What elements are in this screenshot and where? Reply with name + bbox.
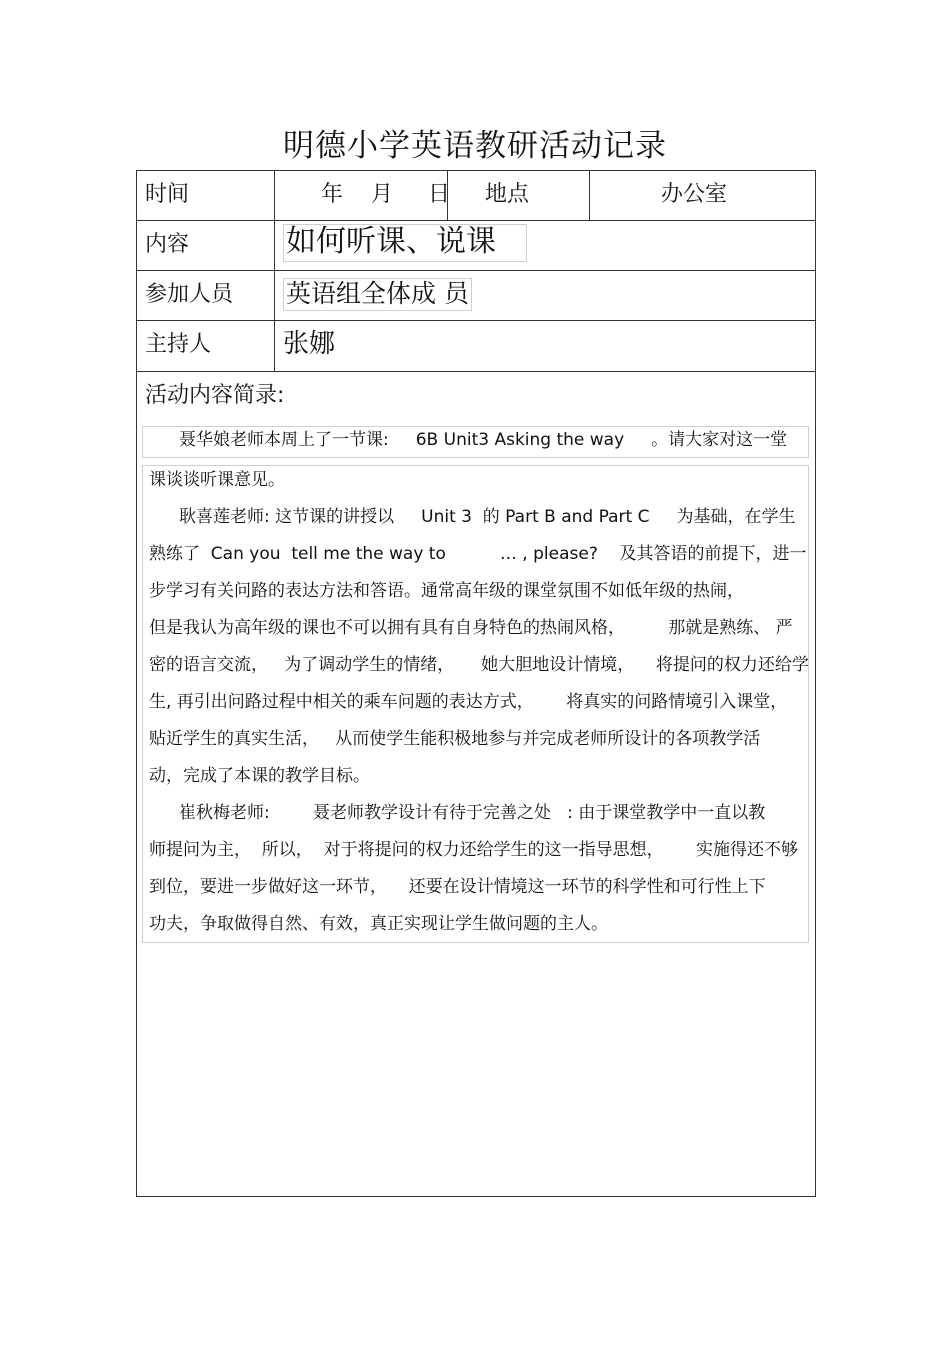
participants-value: 英语组全体成 员 [283, 278, 472, 311]
row-divider [137, 220, 815, 221]
row-divider [137, 371, 815, 372]
summary-line: 师提问为主， 所以， 对于将提问的权力还给学生的这一指导思想， 实施得还不够 [149, 840, 799, 860]
record-table [136, 170, 816, 1197]
content-value: 如何听课、说课 [283, 224, 527, 262]
summary-line: 生, 再引出问路过程中相关的乘车问题的表达方式， 将真实的问路情境引入课堂， [149, 692, 788, 712]
host-label: 主持人 [145, 332, 212, 357]
summary-body [142, 465, 809, 943]
place-label: 地点 [485, 182, 530, 207]
time-value: 年 月 日 [321, 182, 450, 207]
host-value: 张娜 [283, 329, 336, 359]
summary-line: 但是我认为高年级的课也不可以拥有具有自身特色的热闹风格， 那就是熟练、 严 [149, 618, 793, 638]
summary-line: 步学习有关问路的表达方法和答语。通常高年级的课堂氛围不如低年级的热闹， [149, 581, 744, 601]
summary-line: 功夫，争取做得自然、有效，真正实现让学生做问题的主人。 [149, 914, 608, 934]
page-title: 明德小学英语教研活动记录 [283, 128, 667, 164]
column-divider [589, 171, 590, 220]
summary-line: 耿喜莲老师: 这节课的讲授以 Unit 3 的 Part B and Part C 为基础，在学生 [179, 507, 796, 527]
summary-line: 动，完成了本课的教学目标。 [149, 766, 370, 786]
summary-line: 熟练了 Can you tell me the way to … , please? 及其答语的前提下，进一 [149, 544, 807, 564]
participants-label: 参加人员 [145, 282, 234, 307]
time-label: 时间 [145, 182, 190, 207]
row-divider [137, 270, 815, 271]
summary-label: 活动内容简录: [145, 383, 285, 408]
summary-line: 崔秋梅老师: 聂老师教学设计有待于完善之处 : 由于课堂教学中一直以教 [179, 803, 766, 823]
summary-line: 密的语言交流， 为了调动学生的情绪， 她大胆地设计情境， 将提问的权力还给学 [149, 655, 809, 675]
row-divider [137, 320, 815, 321]
first-line-box [142, 426, 809, 458]
content-label: 内容 [145, 232, 190, 257]
summary-line: 聂华娘老师本周上了一节课: 6B Unit3 Asking the way 。请大家对这一堂 [179, 430, 788, 450]
column-divider [274, 171, 275, 371]
summary-line: 到位，要进一步做好这一环节， 还要在设计情境这一环节的科学性和可行性上下 [149, 877, 766, 897]
summary-line: 贴近学生的真实生活， 从而使学生能积极地参与并完成老师所设计的各项教学活 [149, 729, 761, 749]
place-value: 办公室 [661, 182, 728, 207]
summary-line: 课谈谈听课意见。 [149, 470, 285, 490]
